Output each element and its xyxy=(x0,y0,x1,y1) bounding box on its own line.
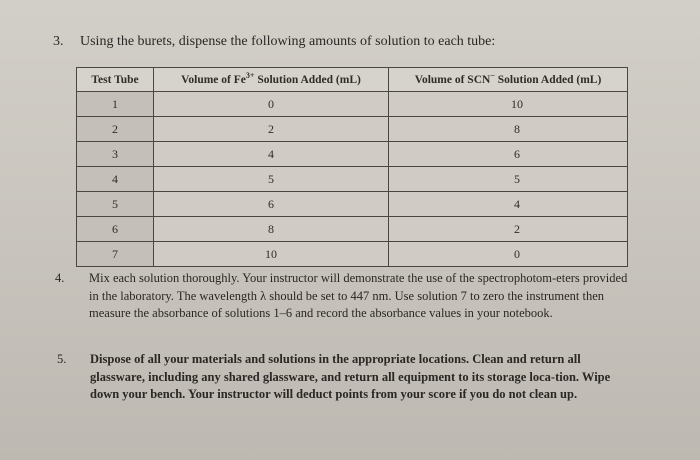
header-fe-volume xyxy=(154,68,389,92)
step-5-text: Dispose of all your materials and solutions in the appropriate locations. Clean and return all glassware, including any shared glassware, and return all equipment to its storage loca-tion. Wipe down your bench. Your instructor will deduct points from your score if you do not clean up. xyxy=(90,352,611,401)
cell-scn-value: 6 xyxy=(514,146,520,161)
cell-scn-value: 5 xyxy=(514,171,520,186)
cell-tube: 2 xyxy=(77,117,154,142)
cell-fe: 6 xyxy=(154,192,389,217)
header-fe-prefix: Volume of Fe xyxy=(181,73,246,86)
table-row xyxy=(77,242,628,267)
cell-tube: 1 xyxy=(77,92,154,117)
cell-scn xyxy=(389,242,628,267)
header-test-tube: Test Tube xyxy=(77,68,154,92)
table-row xyxy=(77,142,628,167)
header-fe-suffix: Solution Added (mL) xyxy=(254,73,361,86)
table-row xyxy=(77,217,628,242)
cell-tube: 3 xyxy=(77,142,154,167)
cell-fe: 2 xyxy=(154,117,389,142)
header-scn-prefix: Volume of SCN xyxy=(414,73,491,86)
table-row xyxy=(77,192,628,217)
cell-scn-value: 10 xyxy=(511,96,523,111)
cell-fe: 5 xyxy=(154,167,389,192)
cell-scn xyxy=(389,142,628,167)
header-scn-volume xyxy=(389,68,628,92)
cell-scn xyxy=(389,92,628,117)
cell-scn-value: 4 xyxy=(514,196,520,211)
solution-volume-table xyxy=(76,67,628,267)
cell-fe: 0 xyxy=(154,92,389,117)
table-header-row xyxy=(77,68,628,92)
cell-scn-value: 8 xyxy=(514,121,520,136)
cell-tube: 7 xyxy=(77,242,154,267)
header-scn-charge: − xyxy=(490,70,495,80)
step-4-text: Mix each solution thoroughly. Your instructor will demonstrate the use of the spectrophotom-eters provided in the laboratory. The wavelength λ should be set to 447 nm. Use solution 7 to zero the instrument then measure the absorbance of solutions 1–6 and record the absorbance values in your notebook. xyxy=(89,271,628,320)
cell-scn xyxy=(389,192,628,217)
cell-scn xyxy=(389,117,628,142)
cell-scn xyxy=(389,167,628,192)
cell-scn-value: 2 xyxy=(514,221,520,236)
header-fe-charge: 3+ xyxy=(245,70,255,80)
cell-fe: 10 xyxy=(154,242,389,267)
step-4-number: 4. xyxy=(55,271,65,285)
cell-fe: 8 xyxy=(154,217,389,242)
cell-scn-value: 0 xyxy=(514,246,520,261)
table-row xyxy=(77,92,628,117)
cell-scn xyxy=(389,217,628,242)
cell-tube: 4 xyxy=(77,167,154,192)
step-5-number: 5. xyxy=(57,352,67,366)
cell-fe: 4 xyxy=(154,142,389,167)
table-row xyxy=(77,117,628,142)
cell-tube: 6 xyxy=(77,217,154,242)
header-scn-suffix: Solution Added (mL) xyxy=(494,73,602,86)
step-3-text: Using the burets, dispense the following amounts of solution to each tube: xyxy=(80,34,496,49)
step-3-number: 3. xyxy=(53,34,64,49)
cell-tube: 5 xyxy=(77,192,154,217)
table-row xyxy=(77,167,628,192)
